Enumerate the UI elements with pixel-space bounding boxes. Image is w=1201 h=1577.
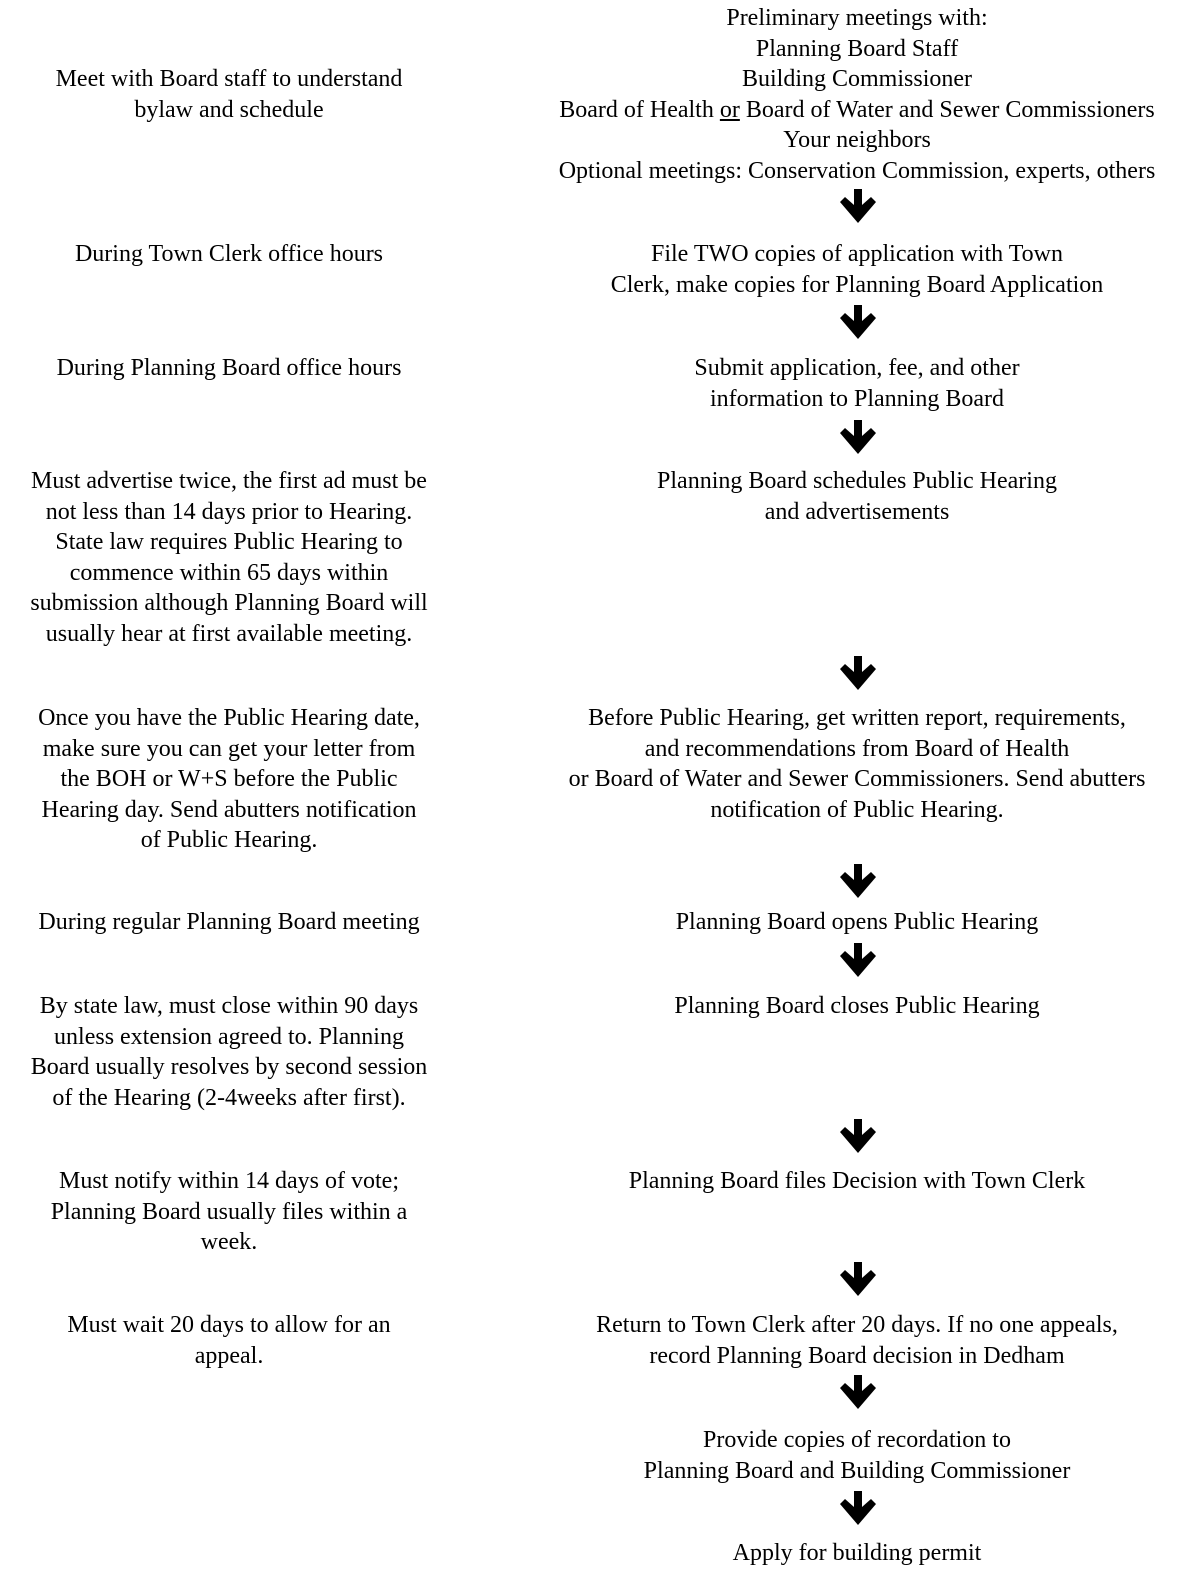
step-11-action [512, 1538, 1201, 1569]
action-text: Board of Water and Sewer Commissioners [739, 96, 1155, 123]
down-arrow-icon [840, 189, 876, 223]
step-9-action [512, 1310, 1201, 1371]
down-arrow-icon [840, 943, 876, 977]
note-line: During Planning Board office hours [56, 355, 402, 381]
action-line: Planning Board schedules Public Hearing [657, 468, 1057, 494]
down-arrow-icon [840, 420, 876, 454]
note-line: not less than 14 days prior to Hearing. [45, 498, 413, 525]
note-line: appeal. [194, 1342, 264, 1369]
step-5-note [0, 703, 458, 856]
action-line: record Planning Board decision in Dedham [649, 1342, 1065, 1369]
note-line: commence within 65 days within [69, 559, 389, 586]
note-line: Must advertise twice, the first ad must be [31, 468, 427, 494]
action-line: Planning Board Staff [755, 35, 959, 62]
action-line: Preliminary meetings with: [726, 5, 988, 31]
step-1-action [512, 3, 1201, 186]
down-arrow-icon [840, 1491, 876, 1525]
action-line: Planning Board closes Public Hearing [674, 993, 1040, 1019]
note-line: Must notify within 14 days of vote; [59, 1168, 399, 1194]
note-line: unless extension agreed to. Planning [54, 1023, 404, 1050]
down-arrow-icon [840, 305, 876, 339]
step-4-note [0, 466, 458, 649]
action-text: Board of Health [559, 96, 720, 123]
down-arrow-icon [840, 1262, 876, 1296]
note-line: make sure you can get your letter from [42, 735, 416, 762]
action-line: Provide copies of recordation to [703, 1427, 1011, 1453]
step-4-action [512, 466, 1201, 527]
note-line: Board usually resolves by second session [30, 1054, 428, 1080]
step-8-action [512, 1166, 1201, 1197]
action-line: and advertisements [764, 498, 950, 525]
step-5-action [512, 703, 1201, 825]
down-arrow-icon [840, 1119, 876, 1153]
note-line: During regular Planning Board meeting [38, 909, 420, 935]
action-line: Building Commissioner [741, 66, 972, 92]
action-line: Before Public Hearing, get written report, requirements, [588, 705, 1126, 731]
note-line: bylaw and schedule [134, 96, 324, 123]
step-1-note [0, 64, 458, 125]
action-line: Clerk, make copies for Planning Board Application [610, 271, 1104, 298]
note-line: Once you have the Public Hearing date, [38, 705, 420, 731]
action-line: Your neighbors [783, 127, 931, 153]
action-line: Return to Town Clerk after 20 days. If no one appeals, [596, 1312, 1118, 1338]
step-2-note [0, 239, 458, 270]
action-line: Submit application, fee, and other [694, 355, 1020, 381]
note-line: submission although Planning Board will [30, 590, 428, 616]
step-9-note [0, 1310, 458, 1371]
step-6-action [512, 907, 1201, 938]
note-line: of Public Hearing. [140, 827, 318, 853]
action-line-health-or-water [512, 95, 1201, 126]
action-line: notification of Public Hearing. [710, 796, 1004, 823]
note-line: Hearing day. Send abutters notification [41, 796, 417, 823]
note-line: Planning Board usually files within a [50, 1198, 408, 1225]
note-line: the BOH or W+S before the Public [60, 766, 398, 792]
note-line: usually hear at first available meeting. [45, 620, 413, 647]
note-line: By state law, must close within 90 days [39, 993, 419, 1019]
note-line: Meet with Board staff to understand [55, 66, 403, 92]
note-line: of the Hearing (2-4weeks after first). [52, 1084, 406, 1111]
action-line: Planning Board and Building Commissioner [643, 1457, 1071, 1484]
action-line: information to Planning Board [710, 385, 1004, 412]
action-line: Optional meetings: Conservation Commission, experts, others [558, 157, 1156, 184]
step-6-note [0, 907, 458, 938]
action-line: Planning Board files Decision with Town Clerk [628, 1168, 1086, 1194]
action-line: or Board of Water and Sewer Commissioners. Send abutters [568, 766, 1146, 792]
note-line: During Town Clerk office hours [74, 241, 384, 267]
action-line: File TWO copies of application with Town [650, 241, 1064, 267]
note-line: Must wait 20 days to allow for an [67, 1312, 391, 1338]
down-arrow-icon [840, 656, 876, 690]
step-7-note [0, 991, 458, 1113]
step-10-action [512, 1425, 1201, 1486]
action-line: Planning Board opens Public Hearing [675, 909, 1039, 935]
action-line: and recommendations from Board of Health [644, 735, 1070, 762]
step-3-action [512, 353, 1201, 414]
step-3-note [0, 353, 458, 384]
down-arrow-icon [840, 864, 876, 898]
down-arrow-icon [840, 1375, 876, 1409]
or-underlined: or [719, 96, 740, 123]
step-2-action [512, 239, 1201, 300]
note-line: State law requires Public Hearing to [55, 529, 403, 555]
step-8-note [0, 1166, 458, 1258]
note-line: week. [200, 1229, 258, 1255]
step-7-action [512, 991, 1201, 1022]
action-line: Apply for building permit [732, 1540, 982, 1566]
